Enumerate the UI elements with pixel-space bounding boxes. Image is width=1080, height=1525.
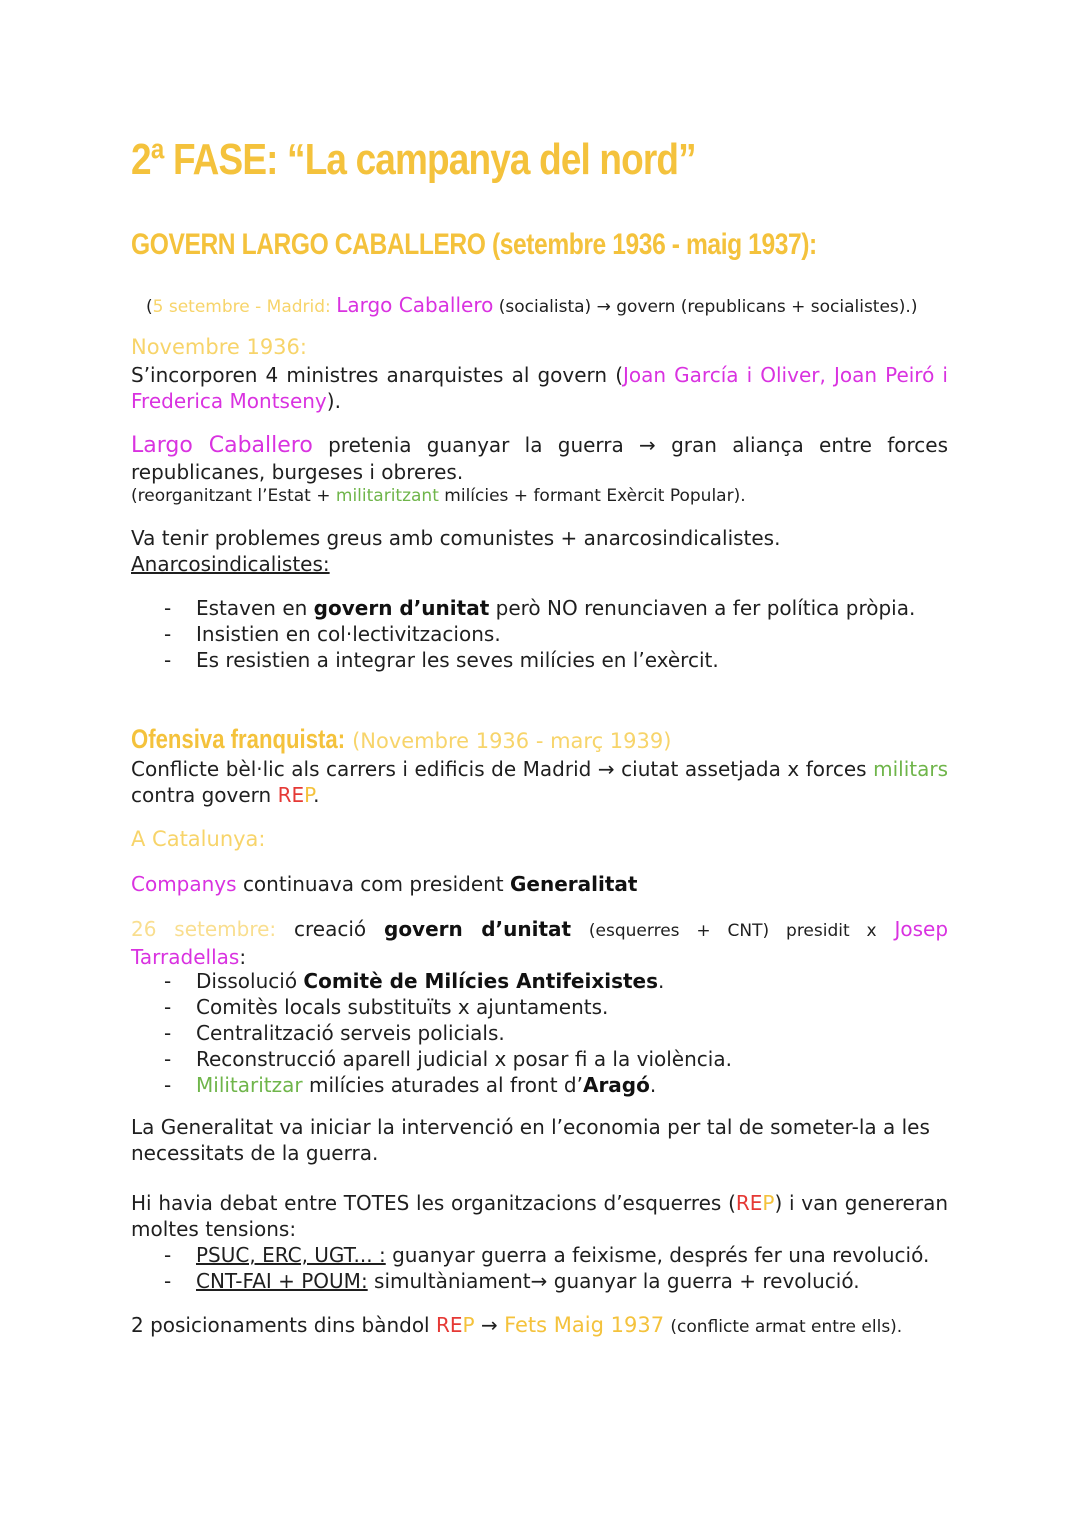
- companys-line: [131, 871, 948, 897]
- p2-underlined: CNT-FAI + POUM:: [196, 1269, 368, 1293]
- debate-text-b: ) i van genereran moltes tensions:: [131, 1191, 949, 1241]
- rep-label-red: RE: [735, 1191, 763, 1215]
- list-item: - Insistien en col·lectivitzacions.: [131, 621, 948, 647]
- b1-b: però NO renunciaven a fer política pròpia.: [495, 596, 916, 620]
- section-heading: GOVERN LARGO CABALLERO (setembre 1936 - maig 1937):: [131, 228, 817, 261]
- rep-label-red: RE: [435, 1313, 463, 1337]
- i1-b: .: [658, 969, 665, 993]
- generalitat-bold: Generalitat: [510, 872, 638, 896]
- intro-open-paren: (: [146, 297, 153, 317]
- economy-text: La Generalitat va iniciar la intervenció en l’economia per tal de someter-la a les necessitats de la guerra.: [131, 1115, 930, 1165]
- list-item: [131, 1242, 961, 1268]
- catalunya-t2: (esquerres + CNT) presidit x: [588, 921, 877, 941]
- objective-note: [131, 483, 948, 509]
- list-item: - Reconstrucció aparell judicial x posar fi a la violència.: [131, 1046, 948, 1072]
- list-item: [131, 1072, 948, 1098]
- intro-date: 5 setembre - Madrid:: [152, 297, 331, 317]
- problems-subtitle: Anarcosindicalistes:: [131, 552, 330, 576]
- list-item: - Centralització serveis policials.: [131, 1020, 948, 1046]
- ofensiva-text-b: contra govern: [131, 783, 272, 807]
- rep-label-yellow: P: [762, 1191, 775, 1215]
- i5-green: Militaritzar: [196, 1073, 303, 1097]
- ofensiva-end: .: [313, 783, 320, 807]
- objective-note-a: (reorganitzant l’Estat +: [131, 486, 331, 506]
- objective-body: pretenia guanyar la guerra → gran aliança entre forces republicanes, burgeses i obreres.: [131, 433, 949, 484]
- govern-unitat-text: [131, 916, 948, 970]
- catalunya-heading: A Catalunya:: [131, 827, 266, 851]
- anarco-list: [131, 595, 948, 673]
- i1-bold: Comitè de Milícies Antifeixistes: [303, 969, 659, 993]
- objective-note-b: milícies + formant Exèrcit Popular).: [444, 486, 746, 506]
- companys-text: continuava com president: [242, 872, 504, 896]
- ofensiva-heading-line: [131, 722, 948, 758]
- p1-underlined: PSUC, ERC, UGT... :: [196, 1243, 386, 1267]
- p2-text: simultàniament→ guanyar la guerra + revolució.: [374, 1269, 860, 1293]
- ofensiva-dates: (Novembre 1936 - març 1939): [352, 729, 672, 753]
- objective-text: [131, 432, 948, 485]
- intro-name: Largo Caballero: [336, 293, 494, 317]
- p1-text: guanyar guerra a feixisme, després fer una revolució.: [392, 1243, 930, 1267]
- list-item: [131, 968, 948, 994]
- novembre-date: Novembre 1936:: [131, 335, 307, 359]
- debate-text: [131, 1190, 948, 1242]
- conclusion-note: (conflicte armat entre ells).: [670, 1317, 903, 1337]
- objective-note-green: militaritzant: [335, 486, 439, 506]
- catalunya-bold1: govern d’unitat: [384, 917, 572, 941]
- catalunya-date: 26 setembre:: [131, 917, 277, 941]
- rep-label-red: RE: [277, 783, 305, 807]
- novembre-text: [131, 362, 948, 414]
- fets-maig: Fets Maig 1937: [504, 1313, 665, 1337]
- debate-list: [131, 1242, 961, 1294]
- page-title: 2ª FASE: “La campanya del nord”: [131, 135, 696, 184]
- objective-name: Largo Caballero: [131, 433, 313, 458]
- catalunya-t1: creació: [294, 917, 367, 941]
- ofensiva-text: [131, 756, 948, 808]
- companys-name: Companys: [131, 872, 237, 896]
- debate-text-a: Hi havia debat entre TOTES les organitzacions d’esquerres (: [131, 1191, 736, 1215]
- b1-bold: govern d’unitat: [313, 596, 490, 620]
- list-item: [131, 595, 948, 621]
- rep-label-yellow: P: [304, 783, 314, 807]
- ofensiva-heading: Ofensiva franquista:: [131, 724, 346, 754]
- conclusion-a: 2 posicionaments dins bàndol: [131, 1313, 430, 1337]
- novembre-names: Joan García i Oliver, Joan Peiró i Frederica Montseny: [131, 363, 948, 413]
- rep-label-yellow: P: [462, 1313, 475, 1337]
- list-item: - Es resistien a integrar les seves milícies en l’exèrcit.: [131, 647, 948, 673]
- i5-a: milícies aturades al front d’: [308, 1073, 583, 1097]
- conclusion-arrow: →: [480, 1313, 498, 1337]
- ofensiva-green: militars: [873, 757, 948, 781]
- i5-b: .: [649, 1073, 657, 1097]
- novembre-end: ).: [326, 389, 341, 413]
- i5-bold: Aragó: [582, 1073, 650, 1097]
- i1-a: Dissolució: [196, 969, 298, 993]
- catalunya-president: Josep Tarradellas: [131, 917, 949, 969]
- ofensiva-text-a: Conflicte bèl·lic als carrers i edificis de Madrid → ciutat assetjada x forces: [131, 757, 867, 781]
- novembre-text-a: S’incorporen 4 ministres anarquistes al govern (: [131, 363, 623, 387]
- problems-text: Va tenir problemes greus amb comunistes + anarcosindicalistes.: [131, 526, 781, 550]
- intro-line: [146, 292, 956, 320]
- catalunya-colon: :: [239, 945, 247, 969]
- b1-a: Estaven en: [196, 596, 308, 620]
- list-item: - Comitès locals substituïts x ajuntaments.: [131, 994, 948, 1020]
- catalunya-list: [131, 968, 948, 1098]
- conclusion-text: [131, 1312, 961, 1340]
- list-item: [131, 1268, 961, 1294]
- intro-rest: (socialista) → govern (republicans + socialistes).): [498, 297, 918, 317]
